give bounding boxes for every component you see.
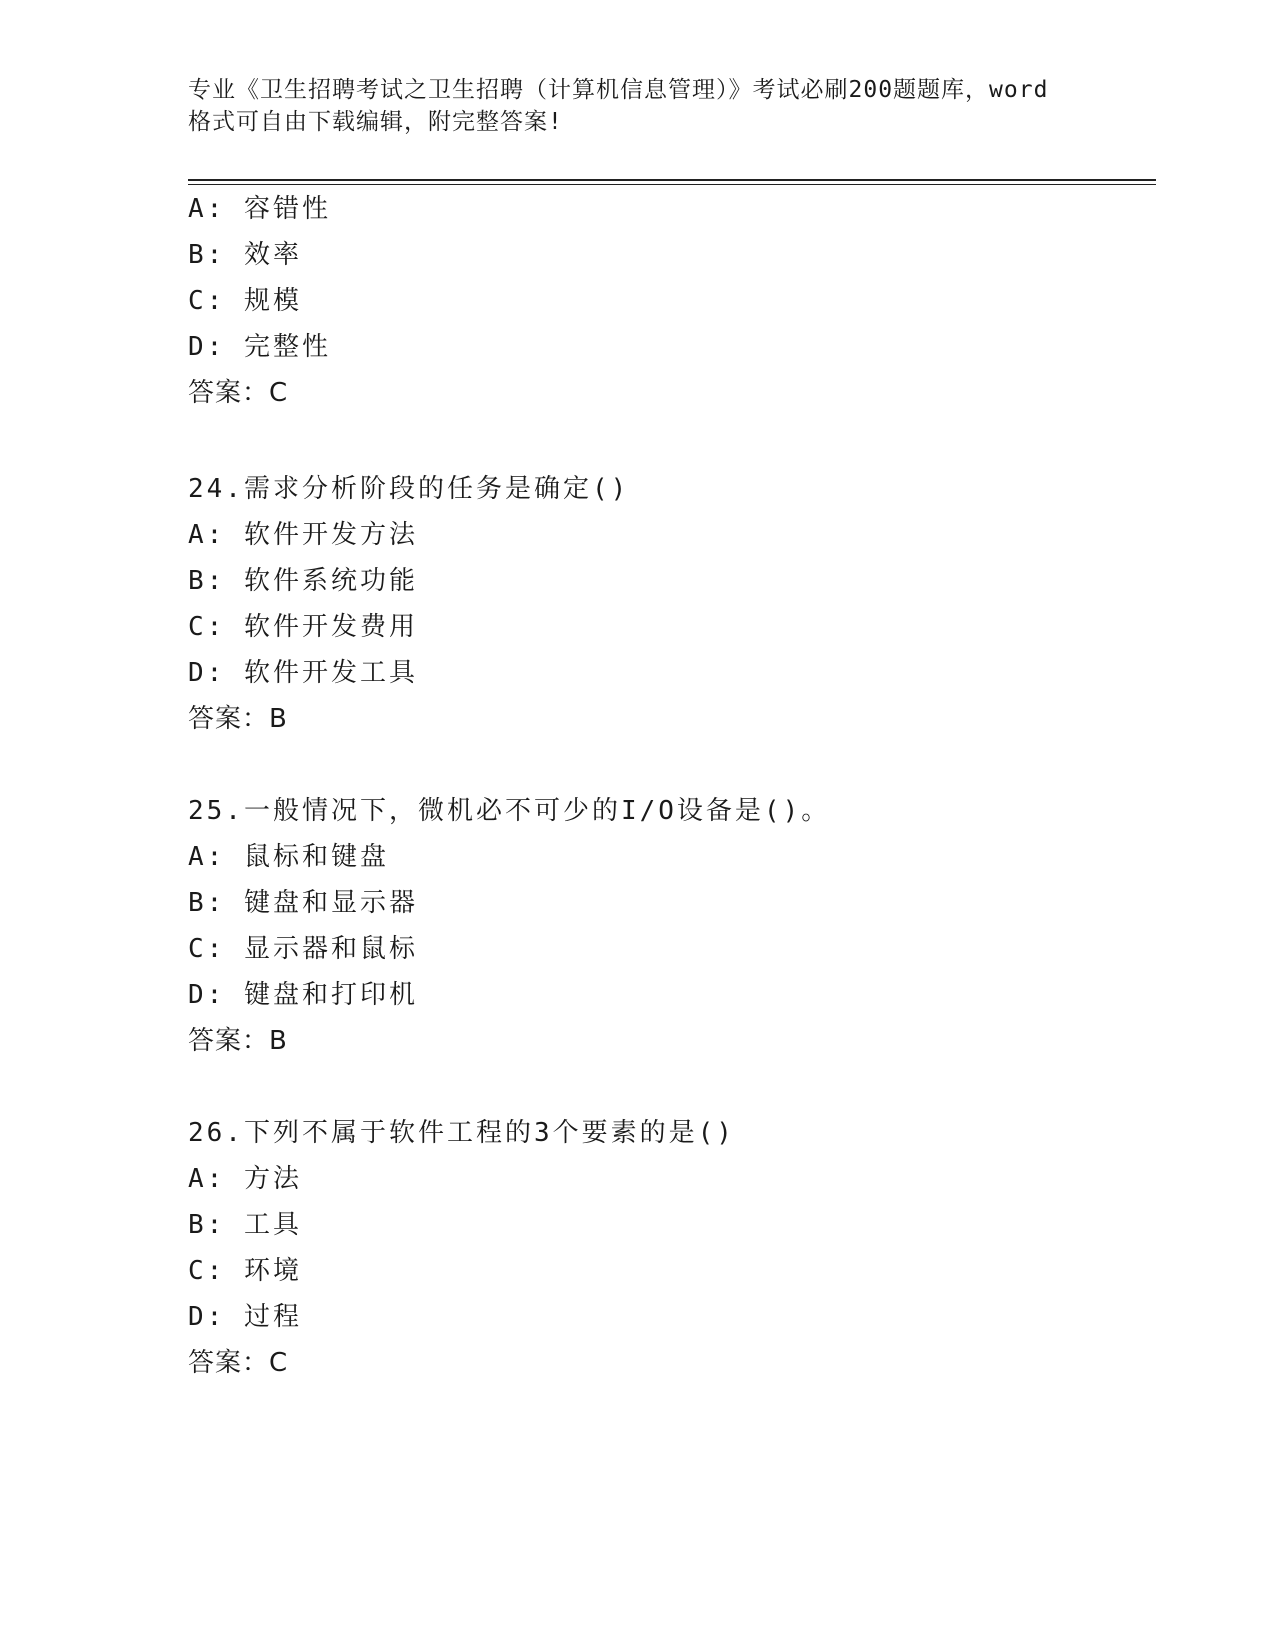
option-a: A: 方法 <box>188 1164 302 1194</box>
header-line-1: 专业《卫生招聘考试之卫生招聘（计算机信息管理）》考试必刷200题题库，word <box>188 77 1049 103</box>
option-a: A: 鼠标和键盘 <box>188 842 389 872</box>
option-c: C: 软件开发费用 <box>188 612 418 642</box>
header-divider-thick <box>188 179 1156 181</box>
option-d: D: 过程 <box>188 1302 302 1332</box>
question-text: 25.一般情况下，微机必不可少的I/O设备是()。 <box>188 796 831 826</box>
header-line-2: 格式可自由下载编辑，附完整答案! <box>188 109 563 135</box>
option-d: D: 完整性 <box>188 332 331 362</box>
question-text: 24.需求分析阶段的任务是确定() <box>188 474 630 504</box>
question-block-23 <box>188 186 1088 416</box>
option-d: D: 键盘和打印机 <box>188 980 418 1010</box>
option-c: C: 规模 <box>188 286 302 316</box>
option-b: B: 软件系统功能 <box>188 566 418 596</box>
option-c: C: 环境 <box>188 1256 302 1286</box>
question-block-24 <box>188 466 1088 742</box>
question-block-26 <box>188 1110 1088 1386</box>
option-d: D: 软件开发工具 <box>188 658 418 688</box>
option-b: B: 键盘和显示器 <box>188 888 418 918</box>
answer-label: 答案：C <box>188 1348 289 1378</box>
question-block-25 <box>188 788 1088 1064</box>
header-divider-thin <box>188 184 1156 185</box>
option-c: C: 显示器和鼠标 <box>188 934 418 964</box>
answer-label: 答案：C <box>188 378 289 408</box>
option-a: A: 容错性 <box>188 194 331 224</box>
document-header <box>188 74 1088 138</box>
option-a: A: 软件开发方法 <box>188 520 418 550</box>
option-b: B: 效率 <box>188 240 302 270</box>
answer-label: 答案：B <box>188 1026 288 1056</box>
answer-label: 答案：B <box>188 704 288 734</box>
option-b: B: 工具 <box>188 1210 302 1240</box>
question-text: 26.下列不属于软件工程的3个要素的是() <box>188 1118 735 1148</box>
